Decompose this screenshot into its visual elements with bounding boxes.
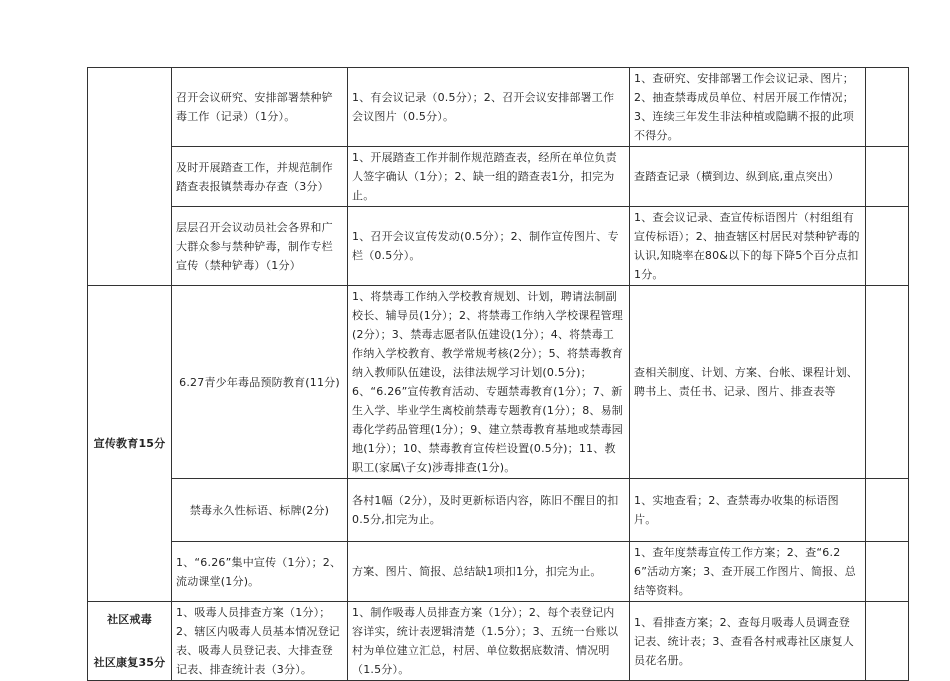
score-cell bbox=[866, 207, 909, 286]
table-row bbox=[88, 286, 909, 479]
item-cell: 6.27青少年毒品预防教育(11分) bbox=[172, 286, 348, 479]
standard-cell: 1、制作吸毒人员排查方案（1分）；2、每个表登记内容详实，统计表逻辑清楚（1.5分）；3、五统一台账以村为单位建立汇总，村居、单位数据底数清、情况明（1.5分）。 bbox=[348, 602, 630, 681]
score-cell bbox=[866, 479, 909, 542]
category-gap bbox=[92, 629, 167, 653]
standard-cell: 1、开展踏查工作并制作规范踏查表，经所在单位负责人签字确认（1分）；2、缺一组的踏查表1分，扣完为止。 bbox=[348, 147, 630, 207]
score-cell bbox=[866, 68, 909, 147]
standard-cell: 1、将禁毒工作纳入学校教育规划、计划，聘请法制副校长、辅导员(1分）；2、将禁毒工作纳入学校课程管理(2分）；3、禁毒志愿者队伍建设(1分）；4、将禁毒工作纳入学校教育、教学常规考核(2分）；5、将禁毒教育纳入教师队伍建设，法律法规学习计划(0.5分)；6、“6.26”宣传教育活动、专题禁毒教育(1分）；7、新生入学、毕业学生离校前禁毒专题教育(1分）；8、易制毒化学药品管理(1分）；9、建立禁毒教育基地或禁毒园地(1分）；10、禁毒教育宣传栏设置(0.5分)；11、教职工(家属\子女)涉毒排查(1分)。 bbox=[348, 286, 630, 479]
item-cell: 禁毒永久性标语、标牌(2分) bbox=[172, 479, 348, 542]
item-cell: 及时开展踏查工作，并规范制作踏查表报镇禁毒办存查（3分） bbox=[172, 147, 348, 207]
table-row bbox=[88, 542, 909, 602]
score-cell bbox=[866, 147, 909, 207]
score-cell bbox=[866, 542, 909, 602]
standard-cell: 各村1幅（2分），及时更新标语内容，陈旧不醒目的扣0.5分,扣完为止。 bbox=[348, 479, 630, 542]
table-row bbox=[88, 207, 909, 286]
method-cell: 1、查研究、安排部署工作会议记录、图片；2、抽查禁毒成员单位、村居开展工作情况；3、连续三年发生非法种植或隐瞒不报的此项不得分。 bbox=[630, 68, 866, 147]
method-cell: 1、实地查看；2、查禁毒办收集的标语图片。 bbox=[630, 479, 866, 542]
category-cell-publicity: 宣传教育15分 bbox=[88, 286, 172, 602]
table-row bbox=[88, 68, 909, 147]
standard-cell: 方案、图片、简报、总结缺1项扣1分，扣完为止。 bbox=[348, 542, 630, 602]
method-cell: 查相关制度、计划、方案、台帐、课程计划、聘书上、责任书、记录、图片、排查表等 bbox=[630, 286, 866, 479]
table-row bbox=[88, 147, 909, 207]
score-cell bbox=[866, 286, 909, 479]
score-cell bbox=[866, 602, 909, 681]
standard-cell: 1、召开会议宣传发动(0.5分）；2、制作宣传图片、专栏（0.5分）。 bbox=[348, 207, 630, 286]
category-line-1: 社区戒毒 bbox=[107, 613, 152, 626]
method-cell: 1、看排查方案；2、查每月吸毒人员调查登记表、统计表；3、查看各村戒毒社区康复人员花名册。 bbox=[630, 602, 866, 681]
table-row bbox=[88, 479, 909, 542]
method-cell: 1、查年度禁毒宣传工作方案；2、查“6.26”活动方案；3、查开展工作图片、简报、总结等资料。 bbox=[630, 542, 866, 602]
item-cell: 1、“6.26”集中宣传（1分）；2、流动课堂(1分)。 bbox=[172, 542, 348, 602]
standard-cell: 1、有会议记录（0.5分）；2、召开会议安排部署工作会议图片（0.5分）。 bbox=[348, 68, 630, 147]
method-cell: 1、查会议记录、查宣传标语图片（村组组有宣传标语）；2、抽查辖区村居民对禁种铲毒的认识,知晓率在80&以下的每下降5个百分点扣1分。 bbox=[630, 207, 866, 286]
item-cell: 召开会议研究、安排部署禁种铲毒工作（记录）（1分）。 bbox=[172, 68, 348, 147]
category-cell-empty bbox=[88, 68, 172, 286]
category-line-2: 社区康复35分 bbox=[93, 656, 166, 669]
assessment-table bbox=[87, 67, 909, 681]
method-cell: 查踏查记录（横到边、纵到底,重点突出） bbox=[630, 147, 866, 207]
item-cell: 层层召开会议动员社会各界和广大群众参与禁种铲毒，制作专栏宣传（禁种铲毒）（1分） bbox=[172, 207, 348, 286]
item-cell: 1、吸毒人员排查方案（1分）；2、辖区内吸毒人员基本情况登记表、吸毒人员登记表、大排查登记表、排查统计表（3分）。 bbox=[172, 602, 348, 681]
table-row bbox=[88, 602, 909, 681]
category-cell-community bbox=[88, 602, 172, 681]
